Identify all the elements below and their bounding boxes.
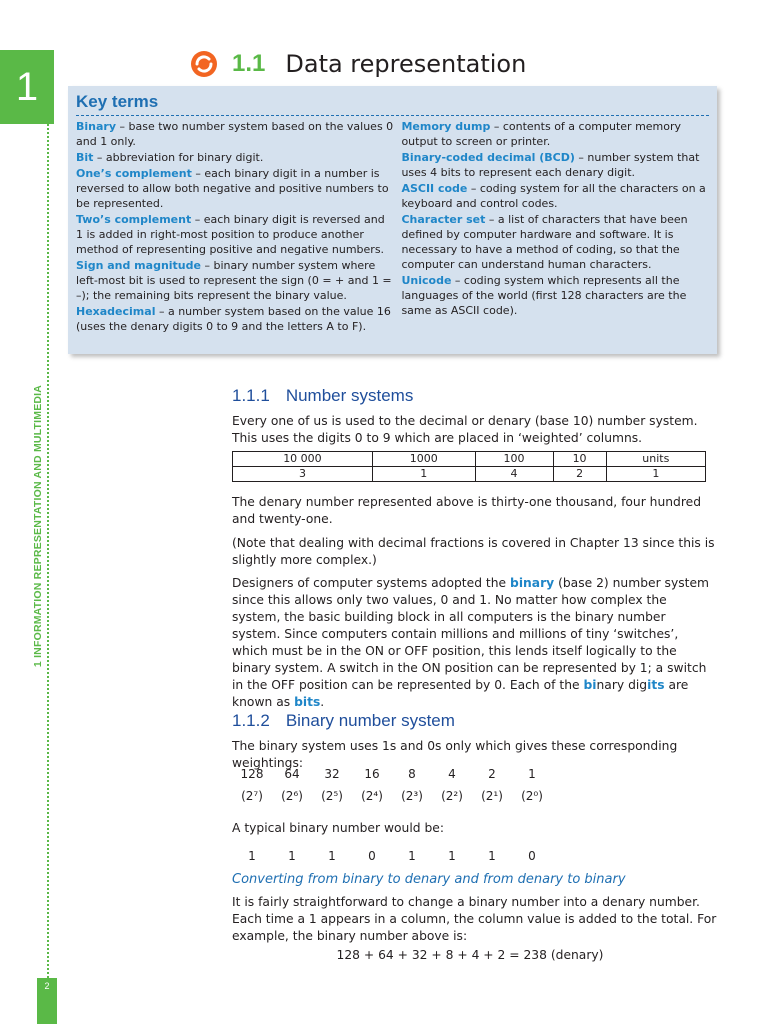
key-terms-heading: Key terms (76, 92, 159, 111)
table-cell: 3 (233, 467, 373, 482)
weight-value: 4 (448, 767, 456, 781)
key-term: Two’s complement – each binary digit is reversed and 1 is added in right-most position to produce another method of representing positive and negative numbers. (76, 213, 385, 256)
subsection-heading-binary-number-system: 1.1.2 Binary number system (232, 711, 455, 730)
table-header-row (233, 452, 706, 467)
table-row (233, 467, 706, 482)
side-dotted-rule (47, 124, 49, 986)
bit-value: 1 (288, 849, 296, 863)
table-cell: 1 (372, 467, 475, 482)
key-terms-right-column (401, 119, 709, 335)
key-term: Binary – base two number system based on the values 0 and 1 only. (76, 120, 394, 148)
power-value: (2⁵) (321, 789, 343, 803)
key-term: Sign and magnitude – binary number system where left-most bit is used to represent the sign (0 = + and 1 = –); the remaining bits represent the binary value. (76, 259, 392, 302)
weight-value: 128 (240, 767, 264, 781)
bit-value: 1 (248, 849, 256, 863)
power-value: (2⁷) (241, 789, 263, 803)
power-value: (2⁶) (281, 789, 303, 803)
power-value: (2⁴) (361, 789, 383, 803)
bit-value: 1 (408, 849, 416, 863)
paragraph: A typical binary number would be: (232, 821, 444, 835)
paragraph: Designers of computer systems adopted the binary (base 2) number system since this allows only two values, 0 and 1. No matter how complex the system, the basic building block in all computers is the binary number system. Since computers contain millions and millions of tiny ‘switches’, which must be in the ON or OFF position, this lends itself logically to the binary system. A switch in the ON position can be represented by 1; a switch in the OFF position can be represented by 0. Each of the binary digits are known as bits. (232, 576, 709, 709)
page-number: 2 (37, 978, 57, 1024)
subheading-converting: Converting from binary to denary and from denary to binary (232, 872, 626, 887)
key-term: Binary-coded decimal (BCD) – number system that uses 4 bits to represent each denary digit. (401, 151, 700, 179)
weight-value: 64 (284, 767, 300, 781)
power-value: (2⁰) (521, 789, 543, 803)
binary-weights-row (232, 767, 552, 781)
paragraph: Every one of us is used to the decimal or denary (base 10) number system. This uses the digits 0 to 9 which are placed in ‘weighted’ columns. (232, 414, 698, 445)
bit-value: 1 (448, 849, 456, 863)
paragraph: It is fairly straightforward to change a binary number into a denary number. Each time a 1 appears in a column, the column value is added to the total. For example, the binary number above is: (232, 895, 717, 943)
weight-value: 8 (408, 767, 416, 781)
key-term: ASCII code – coding system for all the characters on a keyboard and control codes. (401, 182, 706, 210)
table-header-cell: 100 (475, 452, 553, 467)
table-header-cell: 10 000 (233, 452, 373, 467)
section-title (190, 44, 526, 84)
key-term: Hexadecimal – a number system based on the value 16 (uses the denary digits 0 to 9 and the letters A to F). (76, 305, 391, 333)
weight-value: 2 (488, 767, 496, 781)
sum-equation: 128 + 64 + 32 + 8 + 4 + 2 = 238 (denary) (336, 948, 604, 962)
table-cell: 4 (475, 467, 553, 482)
table-cell: 1 (606, 467, 705, 482)
section-title-text: Data representation (285, 50, 527, 78)
binary-example-row (232, 849, 552, 863)
section-number: 1.1 (232, 50, 266, 77)
weight-value: 32 (324, 767, 340, 781)
paragraph: (Note that dealing with decimal fractions is covered in Chapter 13 since this is slightly more complex.) (232, 536, 715, 567)
weight-value: 1 (528, 767, 536, 781)
table-header-cell: units (606, 452, 705, 467)
table-cell: 2 (553, 467, 606, 482)
paragraph: The denary number represented above is thirty-one thousand, four hundred and twenty-one. (232, 495, 702, 526)
key-term: One’s complement – each binary digit in a number is reversed to allow both negative and positive numbers to be represented. (76, 167, 389, 210)
key-terms-box (68, 86, 717, 354)
key-terms-divider (76, 115, 709, 116)
subsection-heading-number-systems: 1.1.1 Number systems (232, 386, 414, 405)
bit-value: 1 (328, 849, 336, 863)
weight-value: 16 (364, 767, 380, 781)
chapter-side-label: 1 INFORMATION REPRESENTATION AND MULTIMEDIA (32, 384, 44, 668)
power-value: (2²) (441, 789, 463, 803)
key-term: Unicode – coding system which represents all the languages of the world (first 128 characters are the same as ASCII code). (401, 274, 687, 317)
swirl-icon (190, 50, 218, 78)
key-term: Character set – a list of characters that have been defined by computer hardware and software. It is necessary to have a method of coding, so that the computer can understand human characters. (401, 213, 688, 271)
key-terms-left-column (76, 119, 393, 335)
table-header-cell: 10 (553, 452, 606, 467)
key-term: Bit – abbreviation for binary digit. (76, 151, 264, 164)
paragraph: The binary system uses 1s and 0s only which gives these corresponding weightings: (232, 739, 678, 770)
bit-value: 0 (368, 849, 376, 863)
place-value-table (232, 451, 706, 482)
binary-powers-row (232, 789, 552, 803)
power-value: (2³) (401, 789, 423, 803)
bit-value: 1 (488, 849, 496, 863)
chapter-tab: 1 (0, 50, 54, 124)
key-term: Memory dump – contents of a computer memory output to screen or printer. (401, 120, 682, 148)
power-value: (2¹) (481, 789, 503, 803)
bit-value: 0 (528, 849, 536, 863)
table-header-cell: 1000 (372, 452, 475, 467)
